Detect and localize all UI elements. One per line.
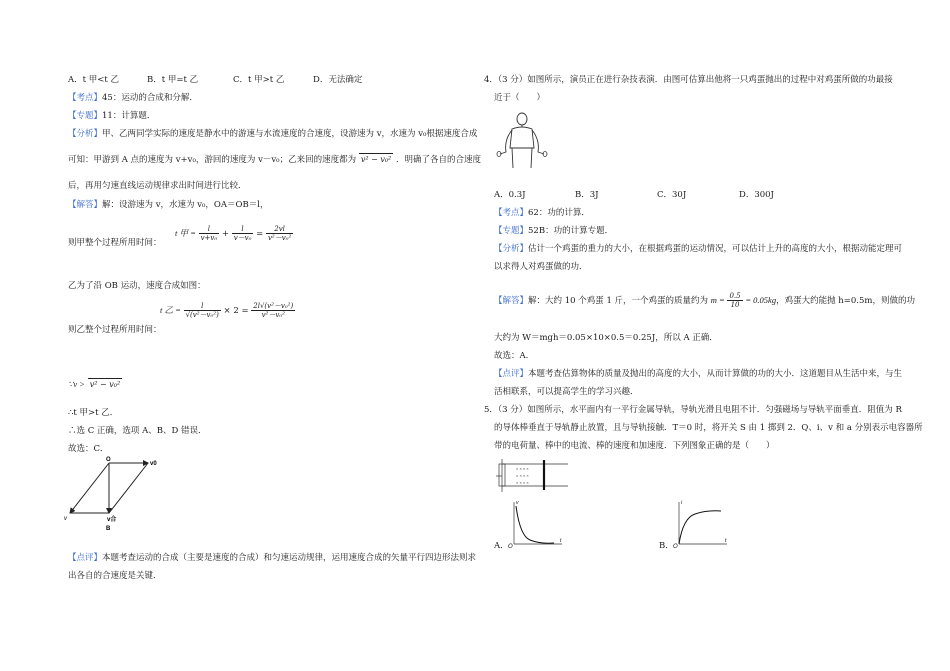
v-arrow <box>70 463 109 513</box>
label-v-he: v合 <box>107 517 117 523</box>
sqrt-expression: v² − v₀² <box>360 155 392 164</box>
q4-option-a: A．0.3J <box>494 190 526 200</box>
juggler-figure <box>492 110 552 170</box>
circuit-diagram <box>492 456 572 496</box>
r-zhuanti-row: 【专题】52B：功的计算专题． <box>494 226 614 236</box>
fenxi-text-2b: ．明确了各自的合速度 <box>395 155 481 165</box>
growth-curve <box>679 511 721 544</box>
q5-text-3: 带的电荷量、棒中的电流、棒的速度和加速度．下列图象正确的是（ ） <box>494 441 775 451</box>
q5-text-2: 的导体棒垂直于导轨静止放置，且与导轨接触．T＝0 时，将开关 S 由 1 掷到 2．Q、i、v 和 a 分别表示电容器所 <box>494 423 923 433</box>
parallelogram-side <box>109 463 148 513</box>
q4-text-2: 近于（ ） <box>494 93 546 103</box>
dianping-text-1: 本题考查运动的合成（主要是速度的合成）和匀速运动规律，运用速度合成的矢量平行四边形法则求 <box>102 553 477 563</box>
fraction: $\frac{\text{2l√(v²－v₀²)}}{\text{v²－v₀²}}$ <box>253 302 294 319</box>
jia-line: 则甲整个过程所用时间： <box>68 238 162 248</box>
axis-i-label: i <box>681 500 683 506</box>
axis-v-label: v <box>516 500 519 506</box>
fenxi-text-2a: 可知：甲游到 A 点的速度为 v+v₀，游回的速度为 v－v₀；乙来回的速度都为 <box>68 155 357 165</box>
label-v: v <box>64 516 67 522</box>
r-kaodian-row: 【考点】62：功的计算． <box>494 208 590 218</box>
fenxi-text-3: 后，再用匀速直线运动规律求出时间进行比较． <box>68 181 247 191</box>
graph-a-label: A． <box>494 541 509 551</box>
r-dianping-text-2: 活相联系，可以提高学生的学习兴趣． <box>494 387 639 397</box>
fenxi-row-1 <box>68 129 477 140</box>
option-b: B．t 甲=t 乙 <box>147 75 199 85</box>
dianping-tag: 【点评】 <box>68 553 103 563</box>
r-jieda-text-2: 大约为 W＝mgh＝0.05×10×0.5＝0.25J，所以 A 正确． <box>494 333 718 343</box>
jieda-text: 解：设游速为 v，水速为 v₀，OA＝OB＝l， <box>102 200 269 210</box>
kaodian-tag: 【考点】 <box>68 93 103 103</box>
fraction: $\frac{l}{\text{v+v₀}}$ <box>200 225 218 242</box>
jia-formula: t 甲 = $\frac{l}{\text{v+v₀}}$ + $\frac{l}{\text{v－v₀}}$ = $\frac{2vl}{\text{v²－v₀²}}$ <box>175 225 292 242</box>
yi-line: 乙为了沿 OB 运动，速度合成如图： <box>68 281 206 291</box>
q4-option-d: D．300J <box>739 190 774 200</box>
label-v0: v0 <box>150 461 157 467</box>
jieda-row <box>68 200 268 211</box>
velocity-diagram <box>62 455 172 535</box>
zhuanti-tag: 【专题】 <box>68 111 103 121</box>
fenxi-text-1: 甲、乙两同学实际的速度是静水中的游速与水流速度的合速度，设游速为 v，水速为 v₀根据速度合成 <box>102 129 478 139</box>
option-d: D．无法确定 <box>313 75 363 85</box>
fraction: $\frac{l}{\text{√(v²－v₀²)}}$ <box>185 302 219 319</box>
option-c: C．t 甲>t 乙 <box>233 75 285 85</box>
option-a: A．t 甲<t 乙 <box>68 75 119 85</box>
q4-option-b: B．3J <box>575 190 599 200</box>
jieda-tag: 【解答】 <box>68 200 103 210</box>
axis-t-label: t <box>725 538 727 544</box>
kaodian-text: 45：运动的合成和分解． <box>102 93 198 103</box>
zhuanti-text: 11：计算题． <box>102 111 156 121</box>
dianping-text-2: 出各自的合速度是关键． <box>68 571 162 581</box>
graph-b <box>671 498 731 550</box>
fraction: $\frac{2vl}{\text{v²－v₀²}}$ <box>267 225 292 242</box>
sqrt-expression: v² − v₀² <box>89 380 121 389</box>
q5-text-1: 5．（3 分）如图所示，水平面内有一平行金属导轨，导轨光滑且电阻不计．匀强磁场与导轨平面垂直．阻值为 R <box>484 405 902 415</box>
kaodian-row <box>68 93 198 104</box>
fenxi-row-2 <box>68 153 481 166</box>
svg-text:× × × ×: × × × × <box>516 480 529 485</box>
r-dianping-row: 【点评】本题考查估算物体的质量及抛出的高度的大小，从而计算做的功的大小．这道题目从生活中来，与生 <box>494 369 903 379</box>
r-jieda-row: 【解答】解：大约 10 个鸡蛋 1 斤，一个鸡蛋的质量约为 m = $\frac{0.5}{10}$ = 0.05kg，鸡蛋大约能抛 h=0.5m，则做的功 <box>494 292 915 309</box>
svg-text:× × × ×: × × × × <box>516 466 529 471</box>
axis-origin: O <box>508 544 513 550</box>
answer: 故选：C． <box>68 444 109 454</box>
graph-b-label: B． <box>659 541 674 551</box>
fraction: $\frac{0.5}{10}$ <box>729 292 741 309</box>
label-b: B <box>106 526 111 532</box>
conclusion: ∴选 C 正确，选项 A、B、D 错误． <box>68 426 207 436</box>
yi-formula: t 乙 = $\frac{l}{\text{√(v²－v₀²)}}$ × 2 = $\frac{\text{2l√(v²－v₀²)}}{\text{v²－v₀²}}$ <box>160 302 294 319</box>
r-fenxi-text-2: 以求得人对鸡蛋做的功． <box>494 262 588 272</box>
fraction: $\frac{l}{\text{v－v₀}}$ <box>233 225 252 242</box>
axis-t-label: t <box>560 538 562 544</box>
svg-text:× × × ×: × × × × <box>516 473 529 478</box>
r-fenxi-row: 【分析】估计一个鸡蛋的重力的大小，在根据鸡蛋的运动情况，可以估计上升的高度的大小，根据动能定理可 <box>494 244 903 254</box>
dianping-row-1 <box>68 553 476 564</box>
magnetic-field-marks <box>516 466 529 485</box>
fenxi-tag: 【分析】 <box>68 129 103 139</box>
since-row: ∵v > v² − v₀² <box>68 379 121 389</box>
axis-origin: O <box>673 544 678 550</box>
yi-total: 则乙整个过程所用时间： <box>68 325 162 335</box>
q4-option-c: C．30J <box>657 190 687 200</box>
decay-curve <box>516 506 554 543</box>
zhuanti-row <box>68 111 155 122</box>
graph-a <box>506 498 566 550</box>
q4-text-1: 4．（3 分）如图所示，演员正在进行杂技表演．由图可估算出他将一只鸡蛋抛出的过程中对鸡蛋所做的功最接 <box>484 75 893 85</box>
therefore: ∴t 甲>t 乙． <box>68 408 119 418</box>
r-answer: 故选：A． <box>494 351 535 361</box>
label-o: O <box>106 457 111 463</box>
